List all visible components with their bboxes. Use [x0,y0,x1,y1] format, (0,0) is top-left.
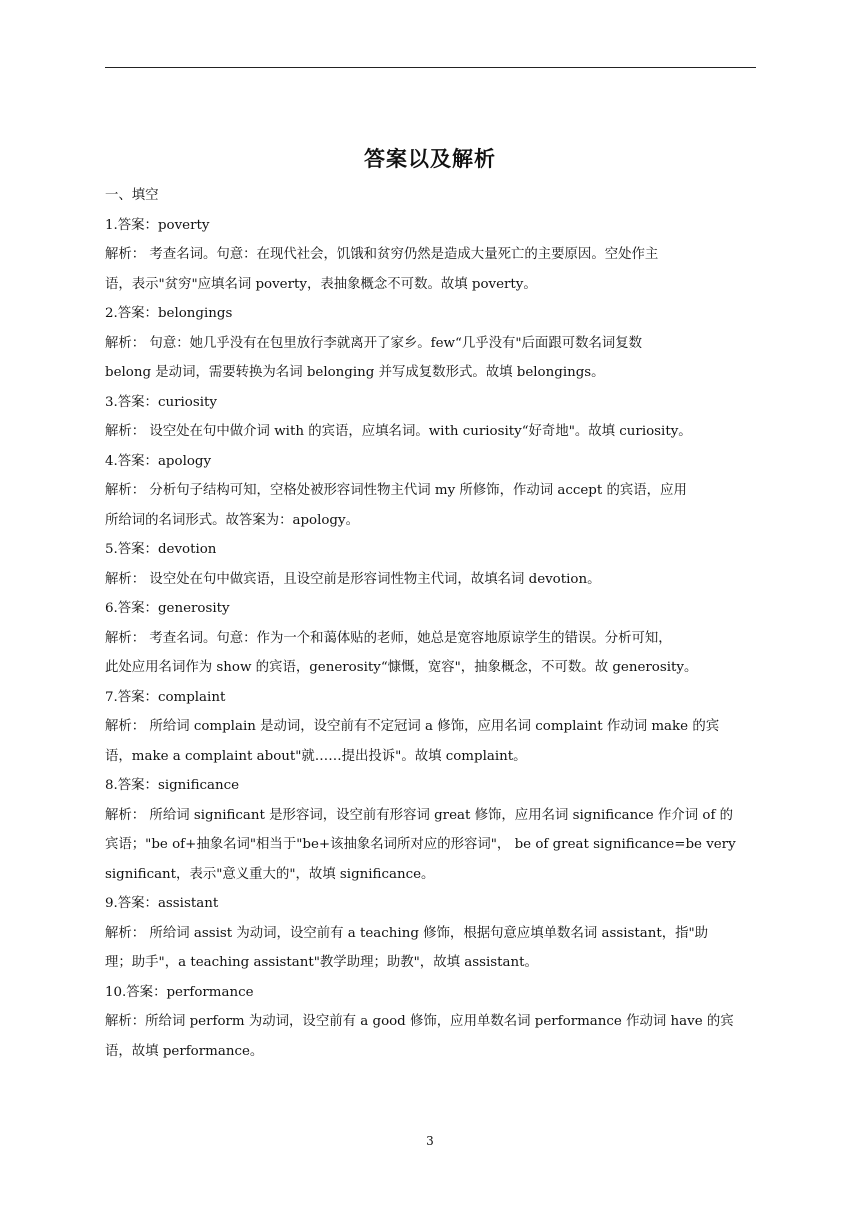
explanation-line: belong 是动词，需要转换为名词 belonging 并写成复数形式。故填 belongings。 [105,365,605,380]
page-number: 3 [426,1134,434,1148]
answer-line: 4.答案：apology [105,453,212,469]
answer-line: 3.答案：curiosity [105,394,217,410]
explanation-line: 解析： 设空处在句中做介词 with 的宾语，应填名词。with curiosity“好奇地"。故填 curiosity。 [105,424,692,439]
explanation-line: 语，make a complaint about"就……提出投诉"。故填 complaint。 [105,748,527,764]
header-rule [105,67,756,68]
answer-line: 8.答案：significance [105,778,240,793]
explanation-line: 解析：所给词 perform 为动词，设空前有 a good 修饰，应用单数名词 performance 作动词 have 的宾 [105,1014,734,1029]
explanation-line: 解析： 分析句子结构可知，空格处被形容词性物主代词 my 所修饰，作动词 accept 的宾语，应用 [105,483,687,498]
section-title: 一、填空 [105,188,159,203]
explanation-line: 语，表示"贫穷"应填名词 poverty，表抽象概念不可数。故填 poverty。 [105,276,537,292]
explanation-line: 解析： 所给词 complain 是动词，设空前有不定冠词 a 修饰，应用名词 complaint 作动词 make 的宾 [105,719,720,734]
explanation-line: 理；助手"，a teaching assistant"教学助理；助教"，故填 assistant。 [105,955,538,970]
answer-line: 5.答案：devotion [105,542,217,557]
explanation-line: 语，故填 performance。 [105,1043,264,1059]
explanation-line: 解析： 句意：她几乎没有在包里放行李就离开了家乡。few“几乎没有"后面跟可数名词复数 [105,335,643,351]
answer-line: 1.答案：poverty [105,217,210,233]
explanation-line: significant，表示"意义重大的"，故填 significance。 [105,866,435,882]
explanation-line: 解析： 考查名词。句意：作为一个和蔼体贴的老师，她总是宽容地原谅学生的错误。分析可知， [105,630,672,646]
explanation-line: 解析： 所给词 assist 为动词，设空前有 a teaching 修饰，根据句意应填单数名词 assistant，指"助 [105,925,709,941]
explanation-line: 解析： 考查名词。句意：在现代社会，饥饿和贫穷仍然是造成大量死亡的主要原因。空处作主 [105,247,659,262]
explanation-line: 宾语；"be of+抽象名词"相当于"be+该抽象名词所对应的形容词"， be of great significance=be very [105,837,736,852]
page-title: 答案以及解析 [364,147,496,171]
explanation-line: 解析： 设空处在句中做宾语，且设空前是形容词性物主代词，故填名词 devotion。 [105,571,601,587]
answer-line: 9.答案：assistant [105,896,219,911]
answer-line: 10.答案：performance [105,984,254,1000]
explanation-line: 解析： 所给词 significant 是形容词，设空前有形容词 great 修饰，应用名词 significance 作介词 of 的 [105,807,734,823]
answer-content [105,181,756,1066]
answer-line: 2.答案：belongings [105,306,233,321]
answer-line: 7.答案：complaint [105,689,226,705]
explanation-line: 所给词的名词形式。故答案为：apology。 [105,512,359,528]
explanation-line: 此处应用名词作为 show 的宾语，generosity“慷慨，宽容"，抽象概念，不可数。故 generosity。 [105,660,698,675]
answer-line: 6.答案：generosity [105,601,230,616]
